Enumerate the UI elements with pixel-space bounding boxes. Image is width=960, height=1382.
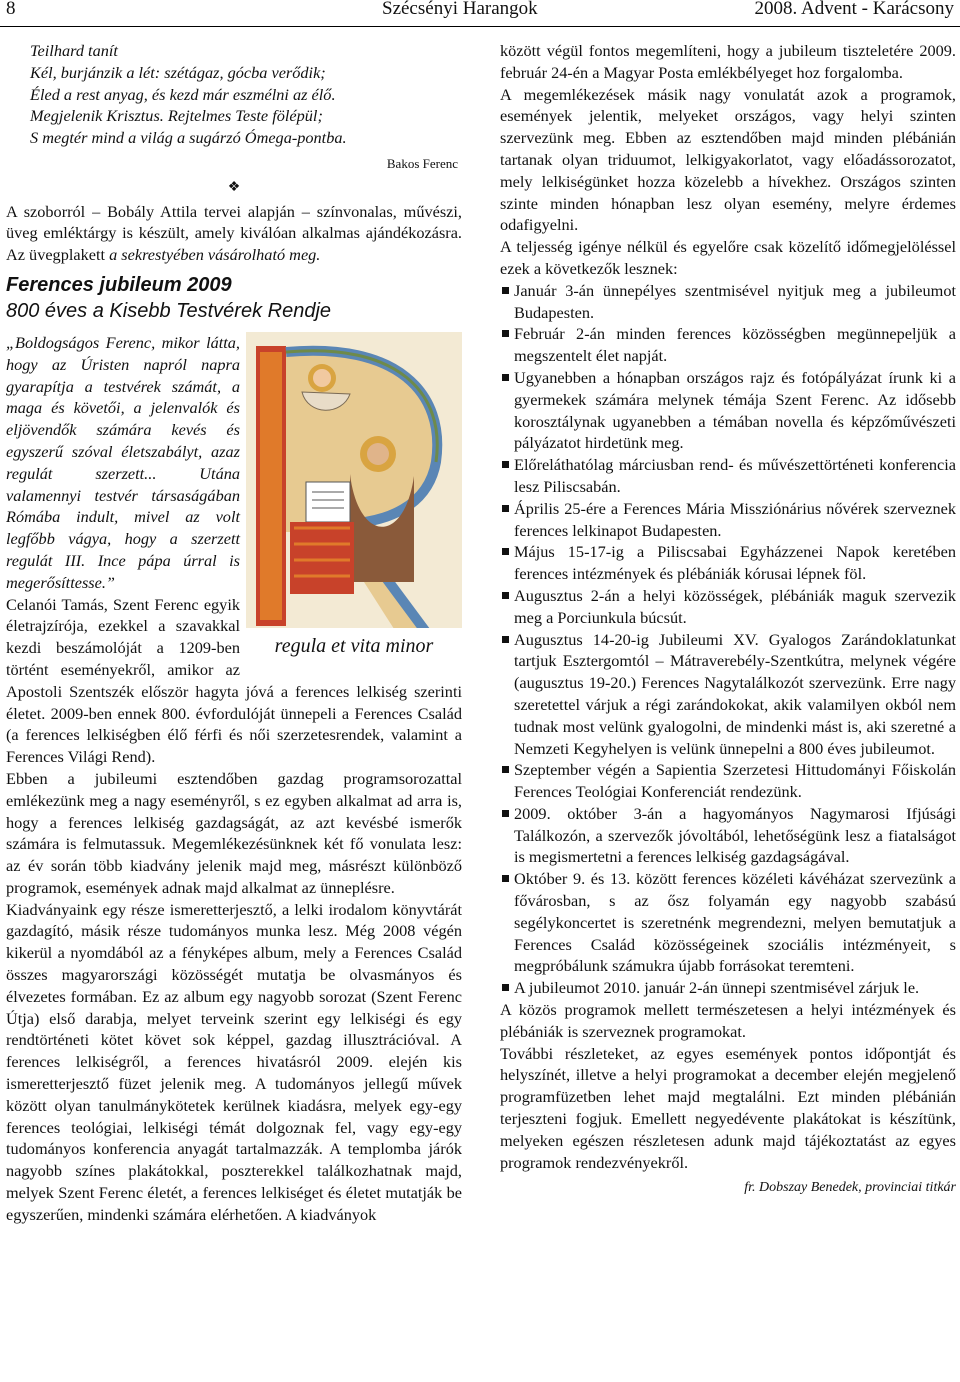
event-item: A jubileumot 2010. január 2-án ünnepi szentmisével zárjuk le. [500,977,956,999]
author-signature: fr. Dobszay Benedek, provinciai titkár [744,1180,956,1196]
article-paragraph: A közös programok mellett természetesen a helyi intézmények és plébániák is szerveznek programokat. [500,1000,956,1041]
left-column [6,40,462,1226]
poem-title: Teilhard tanít [30,41,118,60]
poem [6,40,462,149]
page-header [0,0,960,27]
illuminated-initial-r-image [246,332,462,664]
page-number: 8 [6,0,16,19]
issue-label: 2008. Advent - Karácsony [754,0,954,19]
event-item: 2009. október 3-án a hagyományos Nagymarosi Ifjúsági Találkozón, a szervezők jóvoltából, lehetőségünk lesz a fiatalságot is megismertetni a ferences lelkiség gazdagságával. [500,803,956,868]
plaque-text: A szoborról – Bobály Attila tervei alapján – színvonalas, művészi, üveg emléktárgy is készült, amely kiválóan alkalmas ajándékozásra. Az üvegplakett [6,201,462,265]
event-item: Ugyanebben a hónapban országos rajz és fotópályázat írunk ki a gyermekek számára melynek témája Szent Ferenc. Az idősebb korosztálynak ugyanebben a témában novella és képzőművészeti pályázatot hirdetünk meg. [500,367,956,454]
separator-icon: ❖ [227,179,241,195]
event-list [500,280,956,999]
article-paragraph: Kiadványaink egy része ismeretterjesztő, a lelki irodalom könyvtárát gazdagító, másik része tudományos munka lesz. Még 2008 végén kikerül a nyomdából az a fényképes album, mely a Ferences Család összes magyarországi közösségét mutatja be olvasmányos és élvezetes formában. Ez az album egy nagyobb sorozat (Szent Ferenc Útja) első darabja, melyet terveink szerint egy lelkiségi és egy rendtörténeti kötet követ sok képpel, gazdag illusztrációval. A ferences lelkiségről, a ferences hivatásról 2009. elején kis ismeretterjesztő füzet jelenik meg. A tudományos jellegű művek között olyan tanulmánykötetek kerülnek kiadásra, melyek egy-egy ferences teológiai, lelkiségi témát dolgoznak fel, vagy egy-egy tudományos konferencia anyagát tartalmazzák. A templomba járók nagyobb színes plakátokkal, poszterekkel találkozhatnak majd, melyek Szent Ferenc életét, a ferences lelkiséget és életet mutatják be egyszerűen, mindenki számára elérhetően. A kiadványok [6,899,462,1224]
plaque-paragraph [6,201,462,266]
event-item: Augusztus 2-án a helyi közösségek, plébániák maguk szervezik meg a Porciunkula búcsút. [500,585,956,629]
poem-line: Kél, burjánzik a lét: szétágaz, gócba verődik; [30,62,326,82]
event-item: Január 3-án ünnepélyes szentmisével nyitjuk meg a jubileumot Budapesten. [500,280,956,324]
event-item: Október 9. és 13. között ferences közéleti kávéházat szervezünk a fővárosban, s az ősz folyamán egy nagyobb szabású segélykoncertet is szeretnénk megrendezni, melyen bemutatjuk a Ferences Család közösségeinek szociális intézményeit, s megpróbálunk számukra újabb forrásokat teremteni. [500,868,956,977]
event-item: Augusztus 14-20-ig Jubileumi XV. Gyalogos Zarándoklatunkat tartjuk Esztergomtól – Mátraverebély-Szentkútra, melynek végére (augusztus 19-20.) Ferences Nagytalálkozót szervezünk. Erre nagy szeretettel várjuk a régi zarándokokat, akik valamilyen okból nem tudnak most velünk gyalogolni, de mindenki mást is, aki szeretné a Nemzeti Kegyhelyen is velünk ünnepelni a 800 éves jubileumot. [500,629,956,760]
right-column [500,40,956,1199]
article-subtitle: 800 éves a Kisebb Testvérek Rendje [6,299,332,322]
plaque-text-italic: a sekrestyében vásárolható meg. [109,245,321,265]
poem-author: Bakos Ferenc [386,155,458,171]
event-item: Előreláthatólag márciusban rend- és művészettörténeti konferencia lesz Piliscsabán. [500,454,956,498]
image-caption: regula et vita minor [274,634,434,657]
event-item: Szeptember végén a Sapientia Szerzetesi Hittudományi Főiskolán Ferences Teológiai Konferenciát rendezünk. [500,759,956,803]
article-paragraph: A megemlékezések másik nagy vonulatát azok a programok, események jelentik, melyeket országos, vagy helyi szinten szervezünk meg. Ebben az esztendőben majd minden plébánián tartanak olyan triduumot, lelkigyakorlatot, vagy előadássorozatot, mely lelkiségünket hozza közelebb a hívekhez. Országos szinten szinte minden hónapban lesz olyan esemény, melyre érdemes odafigyelni. [500,84,956,235]
poem-line: Éled a rest anyag, és kezd már eszmélni az élő. [30,84,336,104]
event-item: Május 15-17-ig a Piliscsabai Egyházzenei Napok keretében ferences intézmények és plébániák kórusai lépnek föl. [500,541,956,585]
event-item: Február 2-án minden ferences közösségben megünnepeljük a megszentelt élet napját. [500,323,956,367]
celano-quote: „Boldogságos Ferenc, mikor látta, hogy az Úristen napról napra gyarapítja a testvérek számát, a maga és követői, a jelenvalók és eljövendők számára kevés és egyszerű szóval életszabályt, azaz regulát szerzett... Utána valamennyi testvér társaságában Rómába indult, mivel az volt legfőbb vágya, hogy a szerzett regulát III. Ince pápa úrral is megerősíttesse.” [6,332,240,592]
event-item: Április 25-ére a Ferences Mária Missziónárius nővérek szerveznek ferences lelkinapot Budapesten. [500,498,956,542]
quote-block [6,332,462,657]
poem-line: S megtér mind a világ a sugárzó Ómega-pontba. [30,128,347,148]
article-paragraph: Ebben a jubileumi esztendőben gazdag programsorozattal emlékezünk meg a nagy eseményről, s ez egyben alkalmat ad arra is, hogy a ferences lelkiség gazdagságát, az azt kevésbé ismerők számára is felmutassuk. Megemlékezésünknek két fő vonulata lesz: az év során több kiadvány jelenik majd meg, másrészt különböző programok, események adnak majd alkalmat az ünneplésre. [6,768,462,897]
article-paragraph: között végül fontos megemlíteni, hogy a jubileum tiszteletére 2009. február 24-én a Magyar Posta emlékbélyeget hoz forgalomba. [500,41,956,82]
article-paragraph: További részleteket, az egyes események pontos időpontját és helyszínét, illetve a helyi programokat a december elején megjelenő programfüzetben lehet majd megtalálni. Ezt minden plébánián terjeszteni fogjuk. Emellett negyedévente plakátokat is készítünk, melyeken egészen részletesen adunk majd tájékoztatást az egyes programok rendezvényekről. [500,1043,956,1172]
publication-title: Szécsényi Harangok [382,0,538,19]
article-paragraph: Celanói Tamás, Szent Ferenc egyik életrajzírója, ezekkel a szavakkal kezdi beszámolóját a 1209-ben történt eseményekről, amikor az Apostoli Szentszék először hagyta jóvá a ferences lelkiség szerinti életet. 2009-ben ennek 800. évfordulóját ünnepeli a Ferences Család (a ferences lelkiségben élő férfi és női szerzetesrendek, valamint a Ferences Világi Rend). [6,594,462,767]
article-paragraph: A teljesség igénye nélkül és egyelőre csak közelítő időmegjelöléssel ezek a következők lesznek: [500,237,956,278]
poem-line: Megjelenik Krisztus. Rejtelmes Teste fölépül; [30,106,323,126]
article-title: Ferences jubileum 2009 [6,273,232,296]
